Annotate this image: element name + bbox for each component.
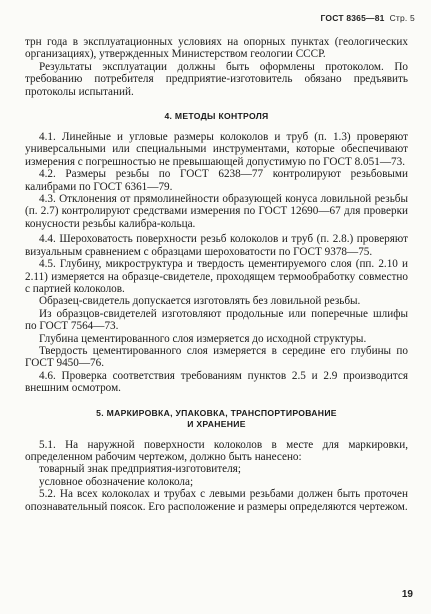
page-label: Стр. 5	[389, 13, 415, 23]
paragraph-4-5-sample: Образец-свидетель допускается изготовлять без ловильной резьбы.	[39, 295, 361, 308]
paragraph-4-3: 4.3. Отклонения от прямолинейности образующей конуса ловильной резьбы (п. 2.7) контролируют средствами измерения по ГОСТ 12690—67 для проверки конусности резьбы калибра-кольца.	[25, 193, 408, 230]
paragraph-4-4: 4.4. Шероховатость поверхности резьб колоколов и труб (п. 2.8.) проверяют визуальным сравнением с образцами шероховатости по ГОСТ 9378—75.	[25, 233, 408, 258]
paragraph-protocol: Результаты эксплуатации должны быть оформлены протоколом. По требованию потребителя предприятие-изготовитель обязано предъявить протоколы испытаний.	[25, 60, 408, 98]
section-5-heading-line-2: И ХРАНЕНИЕ	[187, 418, 246, 429]
paragraph-4-1: 4.1. Линейные и угловые размеры колоколов и труб (п. 1.3) проверяют универсальными или специальными инструментами, которые обеспечивают измерения с погрешностью не превышающей допустимую по ГОСТ 8.051—73.	[25, 131, 408, 168]
section-5-heading	[25, 408, 408, 430]
paragraph-5-2: 5.2. На всех колоколах и трубах с левыми резьбами должен быть проточен опознавательный поясок. Его расположение и размеры определяются чертежом.	[25, 488, 408, 513]
paragraph-continued: трн года в эксплуатационных условиях на опорных пунктах (геологических организациях), утвержденных Министерством геологии СССР.	[25, 36, 408, 61]
section-5-heading-line-1: 5. МАРКИРОВКА, УПАКОВКА, ТРАНСПОРТИРОВАНИЕ	[96, 407, 337, 418]
list-item-trademark: товарный знак предприятия-изготовителя;	[39, 463, 241, 476]
paragraph-4-5-hardness: Твердость цементированного слоя измеряется в середине его глубины по ГОСТ 9450—76.	[25, 344, 408, 370]
list-item-designation: условное обозначение колокола;	[39, 475, 194, 488]
paragraph-4-5-depth: Глубина цементированного слоя измеряется до исходной структуры.	[39, 332, 367, 345]
section-4-heading: 4. МЕТОДЫ КОНТРОЛЯ	[164, 111, 269, 122]
page-header	[321, 12, 415, 24]
document-body	[25, 36, 408, 513]
standard-code: ГОСТ 8365—81	[320, 13, 385, 23]
paragraph-4-5-sections: Из образцов-свидетелей изготовляют продольные или поперечные шлифы по ГОСТ 7564—73.	[25, 307, 408, 333]
paragraph-4-6: 4.6. Проверка соответствия требованиям пунктов 2.5 и 2.9 производится внешним осмотром.	[25, 369, 408, 395]
paragraph-4-2: 4.2. Размеры резьбы по ГОСТ 6238—77 контролируют резьбовыми калибрами по ГОСТ 6361—79.	[25, 168, 408, 193]
page-number: 19	[401, 589, 413, 600]
paragraph-4-5: 4.5. Глубину, микроструктура и твердость цементируемого слоя (пп. 2.10 и 2.11) измеряется на образце-свидетеле, проходящем термообработку совместно с партией колоколов.	[25, 258, 408, 295]
paragraph-5-1: 5.1. На наружной поверхности колоколов в месте для маркировки, определенном рабочим чертежом, должно быть нанесено:	[25, 438, 408, 463]
